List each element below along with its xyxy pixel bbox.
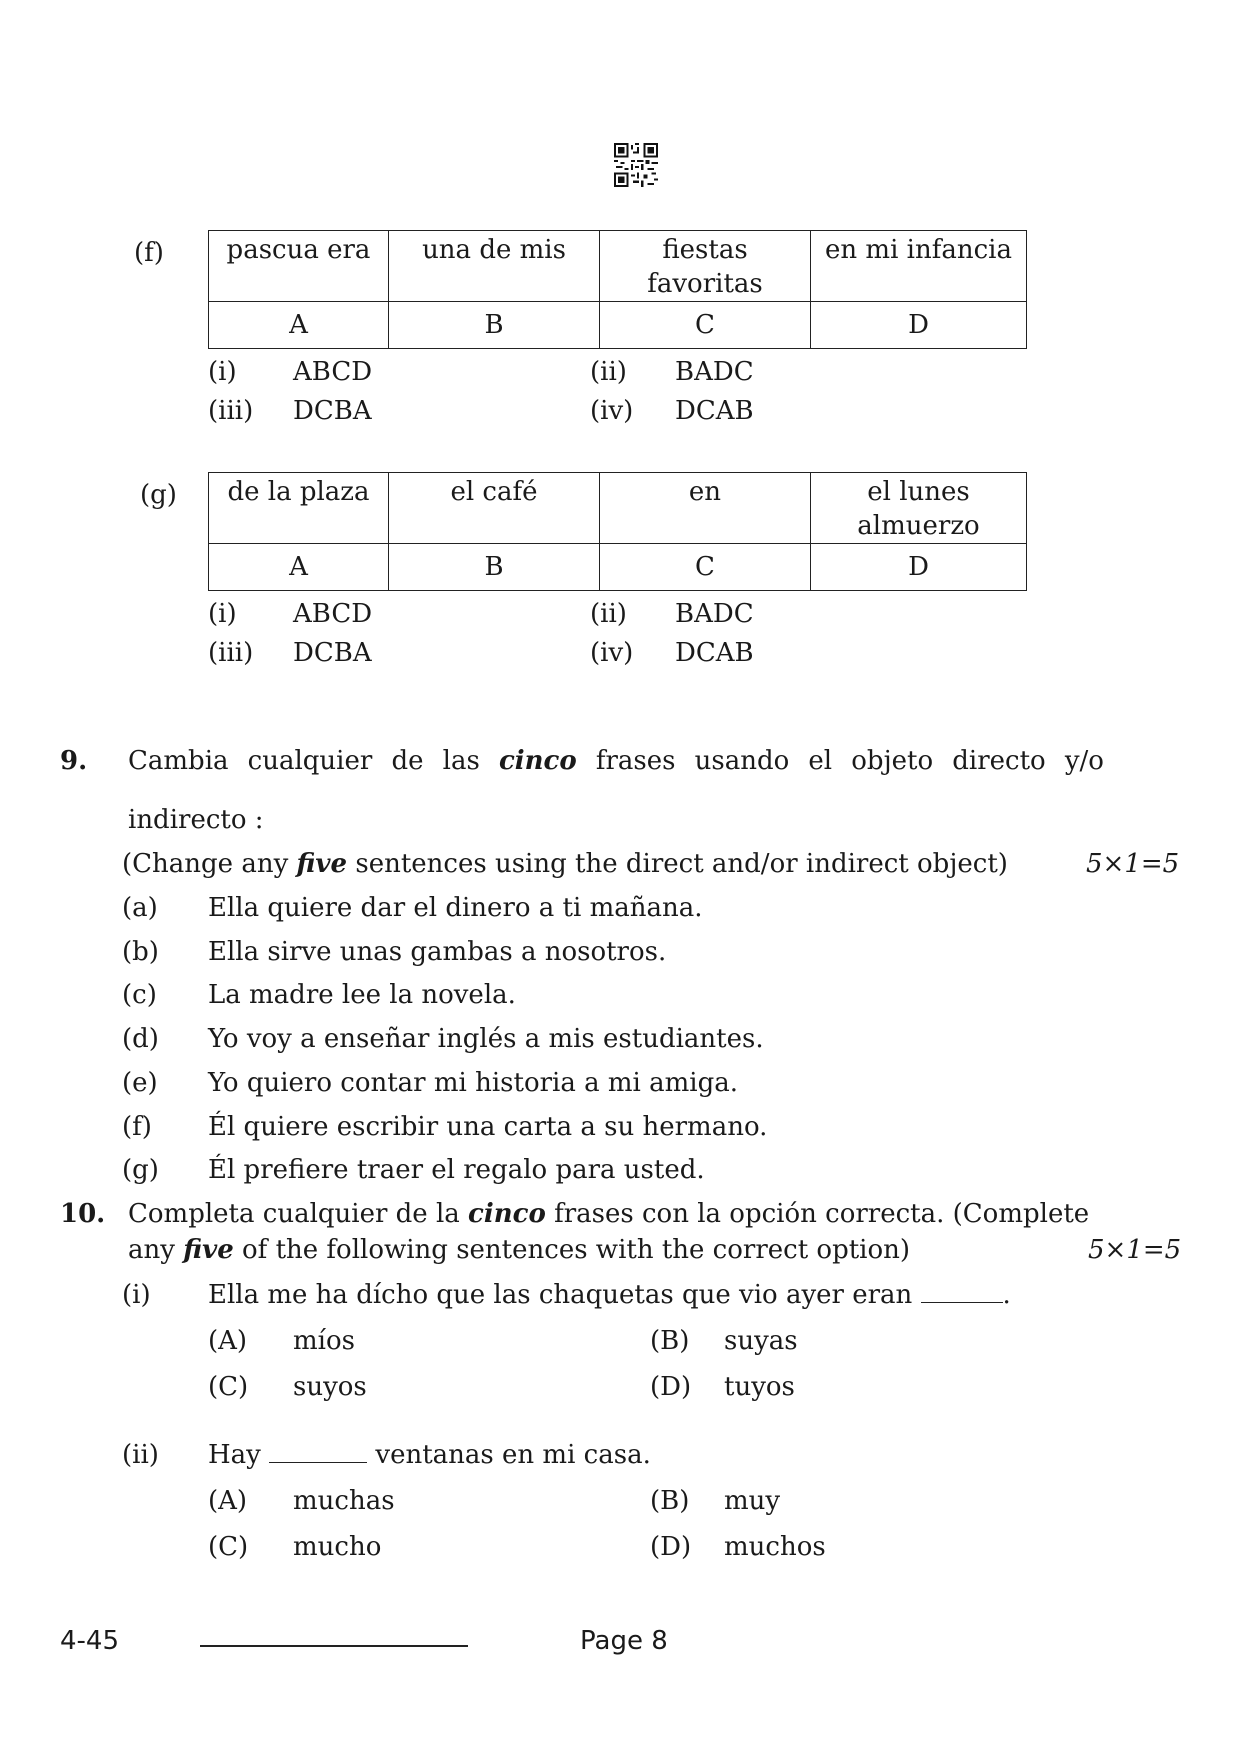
sub-question-label: (i) xyxy=(122,1280,151,1310)
q9-instruction-english xyxy=(122,849,1008,879)
question-number-9: 9. xyxy=(60,746,88,776)
q10-emphasis-cinco: cinco xyxy=(468,1199,546,1229)
item-text: Ella sirve unas gambas a nosotros. xyxy=(208,937,667,967)
option-label: (C) xyxy=(208,1372,249,1402)
option-text: DCBA xyxy=(293,396,372,426)
option-label: (iv) xyxy=(590,638,634,668)
item-label: (c) xyxy=(122,980,157,1010)
option-text: DCAB xyxy=(675,396,754,426)
q10-line2-before: any xyxy=(128,1235,184,1265)
q9-english-after: sentences using the direct and/or indirect object) xyxy=(347,849,1008,879)
q9-word: el xyxy=(808,746,833,776)
option-text: muchas xyxy=(293,1486,395,1516)
word-cell: fiestas favoritas xyxy=(600,231,811,302)
item-text: Yo voy a enseñar inglés a mis estudiantes. xyxy=(208,1024,764,1054)
letter-cell: D xyxy=(811,302,1027,349)
word-cell: en mi infancia xyxy=(811,231,1027,302)
item-label: (f) xyxy=(122,1112,152,1142)
q9-english-before: (Change any xyxy=(122,849,297,879)
q9-word: directo xyxy=(952,746,1046,776)
option-text: DCAB xyxy=(675,638,754,668)
option-text: DCBA xyxy=(293,638,372,668)
q10-line2-after: of the following sentences with the correct option) xyxy=(233,1235,911,1265)
word-order-table-g xyxy=(208,472,1027,591)
option-text: BADC xyxy=(675,599,754,629)
item-text: La madre lee la novela. xyxy=(208,980,516,1010)
q9-word: Cambia xyxy=(128,746,229,776)
option-label: (D) xyxy=(650,1532,692,1562)
option-text: ABCD xyxy=(293,599,373,629)
letter-cell: C xyxy=(600,302,811,349)
word-order-table-f xyxy=(208,230,1027,349)
q9-word: cualquier xyxy=(247,746,373,776)
letter-cell: D xyxy=(811,544,1027,591)
item-label: (g) xyxy=(122,1155,159,1185)
option-label: (A) xyxy=(208,1486,248,1516)
part-label-f: (f) xyxy=(134,238,164,268)
letter-cell: A xyxy=(209,302,389,349)
option-text: míos xyxy=(293,1326,355,1356)
qr-code xyxy=(614,143,658,187)
option-text: ABCD xyxy=(293,357,373,387)
item-text: Ella quiere dar el dinero a ti mañana. xyxy=(208,893,703,923)
question-number-10: 10. xyxy=(60,1199,106,1229)
word-cell: el café xyxy=(389,473,600,544)
q10-instruction-line2 xyxy=(128,1235,910,1265)
option-label: (ii) xyxy=(590,599,627,629)
option-label: (B) xyxy=(650,1326,690,1356)
q9-word: frases xyxy=(595,746,676,776)
q10-line1-before: Completa cualquier de la xyxy=(128,1199,469,1229)
option-text: tuyos xyxy=(724,1372,795,1402)
q10-line1-after: frases con la opción correcta. (Complete xyxy=(545,1199,1090,1229)
answer-blank xyxy=(269,1440,367,1463)
letter-cell: A xyxy=(209,544,389,591)
item-text: Yo quiero contar mi historia a mi amiga. xyxy=(208,1068,738,1098)
sentence-before-blank: Ella me ha dícho que las chaquetas que vio ayer eran xyxy=(208,1280,921,1310)
option-label: (i) xyxy=(208,357,237,387)
option-label: (C) xyxy=(208,1532,249,1562)
item-text: Él quiere escribir una carta a su hermano. xyxy=(208,1112,768,1142)
word-cell: el lunes almuerzo xyxy=(811,473,1027,544)
q9-word: las xyxy=(442,746,480,776)
letter-cell: B xyxy=(389,302,600,349)
option-text: mucho xyxy=(293,1532,382,1562)
sub-question-text xyxy=(208,1280,1011,1310)
option-label: (iv) xyxy=(590,396,634,426)
option-label: (B) xyxy=(650,1486,690,1516)
q10-marks: 5×1=5 xyxy=(1088,1235,1182,1265)
item-label: (d) xyxy=(122,1024,159,1054)
option-label: (iii) xyxy=(208,638,254,668)
option-label: (iii) xyxy=(208,396,254,426)
option-text: suyos xyxy=(293,1372,367,1402)
option-text: muy xyxy=(724,1486,781,1516)
item-label: (b) xyxy=(122,937,159,967)
word-cell: de la plaza xyxy=(209,473,389,544)
sentence-after-blank: ventanas en mi casa. xyxy=(367,1440,651,1470)
word-cell: en xyxy=(600,473,811,544)
sentence-before-blank: Hay xyxy=(208,1440,270,1470)
q9-marks: 5×1=5 xyxy=(1086,849,1180,879)
item-label: (e) xyxy=(122,1068,158,1098)
item-text: Él prefiere traer el regalo para usted. xyxy=(208,1155,705,1185)
letter-cell: C xyxy=(600,544,811,591)
option-label: (ii) xyxy=(590,357,627,387)
option-text: BADC xyxy=(675,357,754,387)
option-text: muchos xyxy=(724,1532,826,1562)
sentence-after-blank: . xyxy=(1002,1280,1011,1310)
q9-instruction-spanish-line2: indirecto : xyxy=(128,805,264,835)
q9-emphasis-five: five xyxy=(296,849,348,879)
q9-emphasis-cinco: cinco xyxy=(498,746,577,776)
q10-instruction-line1 xyxy=(128,1199,1089,1229)
q9-word: objeto xyxy=(851,746,934,776)
q9-instruction-spanish xyxy=(128,746,1104,776)
q10-emphasis-five: five xyxy=(183,1235,234,1265)
answer-blank xyxy=(921,1280,1003,1303)
q9-word: de xyxy=(391,746,424,776)
option-label: (i) xyxy=(208,599,237,629)
option-text: suyas xyxy=(724,1326,798,1356)
page-number: Page 8 xyxy=(580,1626,668,1656)
sub-question-label: (ii) xyxy=(122,1440,159,1470)
q9-word: y/o xyxy=(1064,746,1104,776)
paper-code: 4-45 xyxy=(60,1626,120,1656)
letter-cell: B xyxy=(389,544,600,591)
option-label: (D) xyxy=(650,1372,692,1402)
word-cell: una de mis xyxy=(389,231,600,302)
option-label: (A) xyxy=(208,1326,248,1356)
word-cell: pascua era xyxy=(209,231,389,302)
item-label: (a) xyxy=(122,893,158,923)
footer-rule xyxy=(200,1645,468,1647)
part-label-g: (g) xyxy=(140,480,177,510)
q9-word: usando xyxy=(694,746,790,776)
sub-question-text xyxy=(208,1440,651,1470)
